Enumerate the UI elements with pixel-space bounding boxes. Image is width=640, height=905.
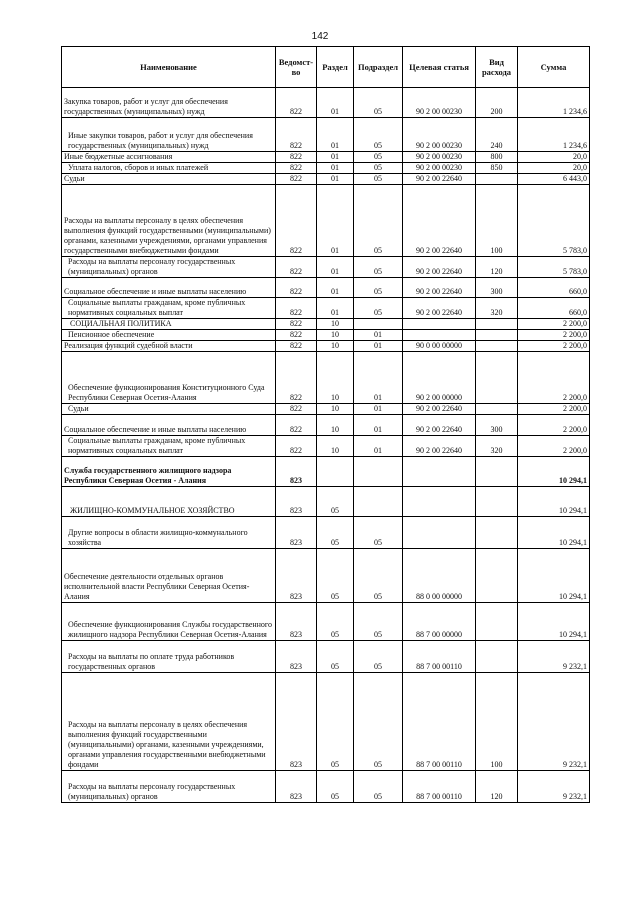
row-vedomstvo: 822 (276, 257, 317, 278)
row-summa: 2 200,0 (518, 330, 590, 341)
row-statya: 90 2 00 00230 (403, 118, 476, 152)
row-podrazdel: 05 (354, 298, 403, 319)
row-name: Расходы на выплаты по оплате труда работников государственных органов (62, 641, 276, 673)
row-name: Судьи (62, 174, 276, 185)
row-name: Социальное обеспечение и иные выплаты населению (62, 278, 276, 298)
row-vid: 100 (476, 673, 518, 771)
row-razdel: 10 (317, 404, 354, 415)
row-razdel: 01 (317, 88, 354, 118)
row-vid (476, 641, 518, 673)
row-razdel (317, 457, 354, 487)
row-vedomstvo: 822 (276, 415, 317, 436)
row-name: Служба государственного жилищного надзора Республики Северная Осетия - Алания (62, 457, 276, 487)
row-razdel: 01 (317, 118, 354, 152)
row-podrazdel: 01 (354, 341, 403, 352)
row-vid (476, 517, 518, 549)
row-podrazdel: 05 (354, 88, 403, 118)
table-row (62, 278, 590, 298)
row-podrazdel: 05 (354, 174, 403, 185)
row-razdel: 10 (317, 330, 354, 341)
row-podrazdel: 05 (354, 603, 403, 641)
row-razdel: 05 (317, 549, 354, 603)
table-row (62, 118, 590, 152)
row-vedomstvo: 822 (276, 341, 317, 352)
row-razdel: 05 (317, 771, 354, 803)
table-row (62, 436, 590, 457)
row-name: Обеспечение функционирования Конституционного Суда Республики Северная Осетия-Алания (62, 352, 276, 404)
row-vid (476, 603, 518, 641)
table-row (62, 319, 590, 330)
table-row (62, 352, 590, 404)
table-row (62, 641, 590, 673)
row-summa: 10 294,1 (518, 603, 590, 641)
row-name: Социальные выплаты гражданам, кроме публичных нормативных социальных выплат (62, 298, 276, 319)
row-name: Расходы на выплаты персоналу в целях обеспечения выполнения функций государственными (муниципальными) органами, казенными учреждениями, органами управления государственными внебюджетными фондами (62, 185, 276, 257)
row-statya: 90 2 00 22640 (403, 436, 476, 457)
row-summa: 5 783,0 (518, 257, 590, 278)
row-name: Социальное обеспечение и иные выплаты населению (62, 415, 276, 436)
row-statya: 90 2 00 22640 (403, 298, 476, 319)
row-podrazdel: 05 (354, 641, 403, 673)
row-vedomstvo: 823 (276, 457, 317, 487)
row-statya: 90 2 00 22640 (403, 185, 476, 257)
row-vedomstvo: 822 (276, 404, 317, 415)
row-vedomstvo: 822 (276, 152, 317, 163)
row-vedomstvo: 822 (276, 185, 317, 257)
row-vid (476, 352, 518, 404)
row-vedomstvo: 822 (276, 278, 317, 298)
row-vedomstvo: 823 (276, 641, 317, 673)
row-vedomstvo: 823 (276, 673, 317, 771)
row-summa: 10 294,1 (518, 549, 590, 603)
row-vedomstvo: 822 (276, 330, 317, 341)
row-podrazdel (354, 457, 403, 487)
row-name: Пенсионное обеспечение (62, 330, 276, 341)
row-summa: 2 200,0 (518, 341, 590, 352)
row-statya: 90 2 00 00230 (403, 152, 476, 163)
row-statya: 90 2 00 00230 (403, 163, 476, 174)
row-podrazdel: 05 (354, 771, 403, 803)
row-razdel: 05 (317, 641, 354, 673)
row-razdel: 10 (317, 319, 354, 330)
row-summa: 1 234,6 (518, 118, 590, 152)
page-number: 142 (311, 31, 329, 42)
row-statya: 90 2 00 22640 (403, 404, 476, 415)
table-row (62, 88, 590, 118)
row-podrazdel: 05 (354, 185, 403, 257)
row-vedomstvo: 823 (276, 603, 317, 641)
row-name: Расходы на выплаты персоналу государственных (муниципальных) органов (62, 257, 276, 278)
row-razdel: 01 (317, 278, 354, 298)
row-summa: 10 294,1 (518, 457, 590, 487)
row-vid (476, 549, 518, 603)
table-row (62, 404, 590, 415)
row-name: Расходы на выплаты персоналу в целях обеспечения выполнения функций государственными (муниципальными) органами, казенными учреждениями, органами управления государственными внебюджетными фондами (62, 673, 276, 771)
row-name: Судьи (62, 404, 276, 415)
row-podrazdel (354, 319, 403, 330)
row-statya (403, 487, 476, 517)
row-statya: 88 7 00 00110 (403, 641, 476, 673)
row-podrazdel: 05 (354, 152, 403, 163)
row-razdel: 10 (317, 436, 354, 457)
header-razdel: Раздел (317, 47, 354, 88)
row-summa: 9 232,1 (518, 673, 590, 771)
row-podrazdel: 01 (354, 330, 403, 341)
row-name: Расходы на выплаты персоналу государственных (муниципальных) органов (62, 771, 276, 803)
table-row (62, 487, 590, 517)
row-vedomstvo: 823 (276, 771, 317, 803)
row-razdel: 10 (317, 341, 354, 352)
row-name: Социальные выплаты гражданам, кроме публичных нормативных социальных выплат (62, 436, 276, 457)
row-vedomstvo: 822 (276, 163, 317, 174)
row-razdel: 10 (317, 415, 354, 436)
row-vid: 100 (476, 185, 518, 257)
row-razdel: 05 (317, 487, 354, 517)
row-summa: 10 294,1 (518, 487, 590, 517)
table-row (62, 257, 590, 278)
row-vedomstvo: 822 (276, 319, 317, 330)
row-vid: 120 (476, 257, 518, 278)
row-podrazdel (354, 487, 403, 517)
row-statya: 88 7 00 00110 (403, 771, 476, 803)
table-row (62, 415, 590, 436)
row-name: Иные закупки товаров, работ и услуг для обеспечения государственных (муниципальных) нужд (62, 118, 276, 152)
row-name: Закупка товаров, работ и услуг для обеспечения государственных (муниципальных) нужд (62, 88, 276, 118)
row-name: Реализация функций судебной власти (62, 341, 276, 352)
row-name: СОЦИАЛЬНАЯ ПОЛИТИКА (62, 319, 276, 330)
row-razdel: 01 (317, 163, 354, 174)
header-summa: Сумма (518, 47, 590, 88)
row-summa: 5 783,0 (518, 185, 590, 257)
row-vedomstvo: 822 (276, 88, 317, 118)
budget-table (61, 46, 590, 803)
row-vedomstvo: 822 (276, 298, 317, 319)
row-summa: 2 200,0 (518, 436, 590, 457)
row-vid: 240 (476, 118, 518, 152)
row-podrazdel: 05 (354, 118, 403, 152)
row-statya: 90 2 00 22640 (403, 278, 476, 298)
row-razdel: 01 (317, 298, 354, 319)
row-summa: 20,0 (518, 163, 590, 174)
table-row (62, 330, 590, 341)
table-row (62, 163, 590, 174)
table-row (62, 174, 590, 185)
table-row (62, 549, 590, 603)
row-summa: 2 200,0 (518, 319, 590, 330)
row-name: Обеспечение функционирования Службы государственного жилищного надзора Республики Северная Осетия-Алания (62, 603, 276, 641)
row-name: Иные бюджетные ассигнования (62, 152, 276, 163)
row-statya: 90 2 00 22640 (403, 257, 476, 278)
row-podrazdel: 05 (354, 257, 403, 278)
row-razdel: 01 (317, 185, 354, 257)
row-name: ЖИЛИЩНО-КОММУНАЛЬНОЕ ХОЗЯЙСТВО (62, 487, 276, 517)
row-razdel: 05 (317, 517, 354, 549)
table-row (62, 341, 590, 352)
row-vid (476, 457, 518, 487)
row-vedomstvo: 823 (276, 487, 317, 517)
row-summa: 2 200,0 (518, 415, 590, 436)
row-statya: 90 2 00 22640 (403, 174, 476, 185)
row-razdel: 10 (317, 352, 354, 404)
row-razdel: 01 (317, 174, 354, 185)
header-vedomstvo: Ведомст-во (276, 47, 317, 88)
row-statya: 88 7 00 00000 (403, 603, 476, 641)
row-vedomstvo: 823 (276, 549, 317, 603)
header-vid: Вид расхода (476, 47, 518, 88)
row-name: Другие вопросы в области жилищно-коммунального хозяйства (62, 517, 276, 549)
row-statya: 90 0 00 00000 (403, 341, 476, 352)
row-vid: 850 (476, 163, 518, 174)
row-summa: 20,0 (518, 152, 590, 163)
row-podrazdel: 01 (354, 352, 403, 404)
row-statya (403, 457, 476, 487)
row-summa: 660,0 (518, 298, 590, 319)
row-vid: 120 (476, 771, 518, 803)
header-podrazdel: Подраздел (354, 47, 403, 88)
row-podrazdel: 05 (354, 673, 403, 771)
table-row (62, 673, 590, 771)
row-summa: 10 294,1 (518, 517, 590, 549)
row-vedomstvo: 822 (276, 352, 317, 404)
row-summa: 9 232,1 (518, 641, 590, 673)
row-statya (403, 330, 476, 341)
row-razdel: 01 (317, 152, 354, 163)
header-name: Наименование (62, 47, 276, 88)
row-statya: 90 2 00 00000 (403, 352, 476, 404)
row-statya (403, 517, 476, 549)
row-vedomstvo: 823 (276, 517, 317, 549)
row-podrazdel: 05 (354, 163, 403, 174)
table-row (62, 152, 590, 163)
table-row (62, 517, 590, 549)
row-vid (476, 341, 518, 352)
row-name: Уплата налогов, сборов и иных платежей (62, 163, 276, 174)
row-summa: 9 232,1 (518, 771, 590, 803)
row-podrazdel: 05 (354, 549, 403, 603)
row-vid (476, 174, 518, 185)
table-row (62, 603, 590, 641)
row-razdel: 05 (317, 673, 354, 771)
row-vid: 320 (476, 436, 518, 457)
table-row (62, 298, 590, 319)
row-summa: 660,0 (518, 278, 590, 298)
row-summa: 1 234,6 (518, 88, 590, 118)
row-vid (476, 487, 518, 517)
row-razdel: 05 (317, 603, 354, 641)
table-row (62, 771, 590, 803)
row-summa: 6 443,0 (518, 174, 590, 185)
row-vid: 200 (476, 88, 518, 118)
row-podrazdel: 01 (354, 404, 403, 415)
row-vid: 300 (476, 278, 518, 298)
row-podrazdel: 01 (354, 415, 403, 436)
row-podrazdel: 01 (354, 436, 403, 457)
row-razdel: 01 (317, 257, 354, 278)
row-vedomstvo: 822 (276, 174, 317, 185)
row-vedomstvo: 822 (276, 118, 317, 152)
row-vedomstvo: 822 (276, 436, 317, 457)
table-header-row (62, 47, 590, 88)
row-vid: 320 (476, 298, 518, 319)
row-name: Обеспечение деятельности отдельных органов исполнительной власти Республики Северная Осетия-Алания (62, 549, 276, 603)
row-summa: 2 200,0 (518, 352, 590, 404)
row-podrazdel: 05 (354, 517, 403, 549)
row-vid (476, 404, 518, 415)
header-statya: Целевая статья (403, 47, 476, 88)
row-podrazdel: 05 (354, 278, 403, 298)
row-vid: 300 (476, 415, 518, 436)
table-row (62, 185, 590, 257)
row-vid (476, 330, 518, 341)
row-statya: 88 7 00 00110 (403, 673, 476, 771)
row-statya: 88 0 00 00000 (403, 549, 476, 603)
row-statya (403, 319, 476, 330)
row-vid (476, 319, 518, 330)
row-statya: 90 2 00 00230 (403, 88, 476, 118)
row-vid: 800 (476, 152, 518, 163)
row-summa: 2 200,0 (518, 404, 590, 415)
row-statya: 90 2 00 22640 (403, 415, 476, 436)
table-row (62, 457, 590, 487)
